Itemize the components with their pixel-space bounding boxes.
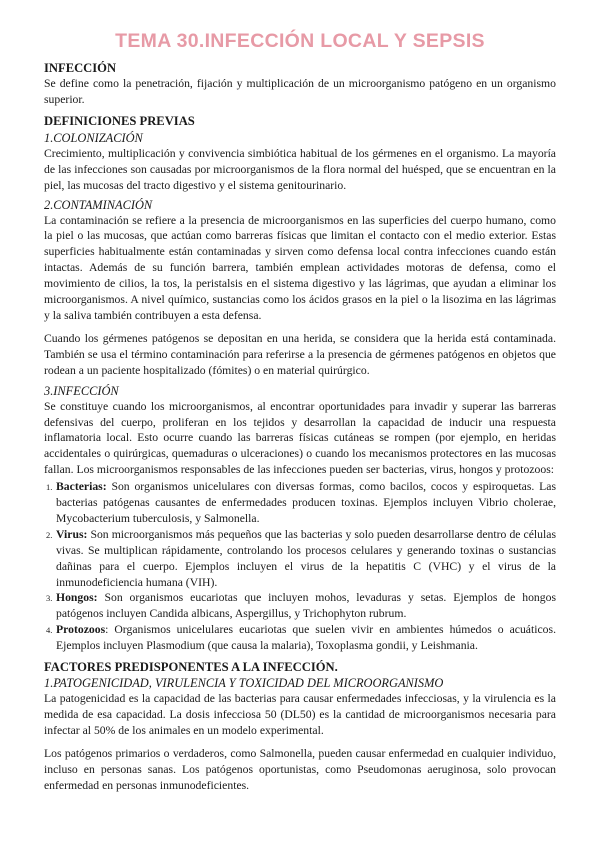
page-title: TEMA 30.INFECCIÓN LOCAL Y SEPSIS: [115, 30, 485, 52]
section-infeccion: [44, 60, 556, 108]
list-item-number: 1.: [46, 482, 53, 493]
paragraph-patogenicidad-1: La patogenicidad es la capacidad de las bacterias para causar enfermedades infecciosas, y la virulencia es la medida de esa capacidad. La dosis infecciosa 50 (DL50) es la cantidad de microorganismos necesaria para infectar al 50% de los animales en un modelo experimental.: [44, 692, 556, 737]
section-heading-factores: FACTORES PREDISPONENTES A LA INFECCIÓN.: [44, 660, 338, 675]
section-heading-infeccion: INFECCIÓN: [44, 61, 117, 75]
list-item: [44, 527, 556, 591]
list-item: [44, 622, 556, 654]
list-item-term: Hongos:: [56, 591, 98, 605]
paragraph-infeccion-definition: Se define como la penetración, fijación y multiplicación de un microorganismo patógeno en un organismo superior.: [44, 77, 556, 106]
paragraph-contaminacion-2: Cuando los gérmenes patógenos se depositan en una herida, se considera que la herida está contaminada. También se usa el término contaminación para referirse a la presencia de gérmenes patógenos en objetos que rodean a un paciente hospitalizado (fómites) o en material quirúrgico.: [44, 331, 556, 377]
section-definiciones: [44, 113, 556, 654]
list-item: [44, 590, 556, 622]
list-item-text: : Organismos unicelulares eucariotas que suelen vivir en ambientes húmedos o acuáticos. Ejemplos incluyen Plasmodium (que causa la malaria), Toxoplasma gondii, y Leishmania.: [56, 623, 556, 653]
list-item-text: Son organismos eucariotas que incluyen mohos, levaduras y setas. Ejemplos de hongos patógenos incluyen Candida albicans, Aspergillus, y Trichophyton rubrum.: [56, 591, 556, 621]
list-item-text: Son organismos unicelulares con diversas formas, como bacilos, cocos y espiroquetas. Las bacterias patógenas causantes de enfermedades producen toxinas. Ejemplos incluyen Vibrio cholerae, Mycobacterium tuberculosis, y Salmonella.: [56, 480, 556, 525]
subheading-patogenicidad: 1.PATOGENICIDAD, VIRULENCIA Y TOXICIDAD DEL MICROORGANISMO: [44, 676, 444, 691]
section-factores: [44, 659, 556, 793]
paragraph-infeccion: Se constituye cuando los microorganismos, al encontrar oportunidades para invadir y superar las barreras defensivas del cuerpo, proliferan en los tejidos y desarrollan la capacidad de inducir una respuesta inflamatoria local. Esto ocurre cuando las barreras físicas cutáneas se rompen (por ejemplo, en heridas accidentales o quirúrgicas, quemaduras o ulceraciones) o cuando los mecanismos protectores en las mucosas fallan. Los microorganismos responsables de las infecciones pueden ser bacterias, virus, hongos y protozoos:: [44, 399, 556, 477]
list-item-text: Son microorganismos más pequeños que las bacterias y solo pueden desarrollarse dentro de células vivas. Se multiplican rápidamente, controlando los procesos celulares y generando toxinas o sustancias dañinas para el cuerpo. Ejemplos incluyen el virus de la hepatitis C (VHC) y el virus de la inmunodeficiencia humana (VIH).: [56, 527, 556, 589]
section-heading-definiciones: DEFINICIONES PREVIAS: [44, 113, 195, 128]
list-item-number: 3.: [46, 593, 53, 604]
list-item-term: Protozoos: [56, 623, 106, 637]
subheading-contaminacion: 2.CONTAMINACIÓN: [44, 197, 153, 212]
list-item-number: 4.: [46, 625, 53, 636]
list-item-term: Virus:: [56, 527, 88, 541]
microorganism-list: [44, 479, 556, 654]
paragraph-colonizacion: Crecimiento, multiplicación y convivencia simbiótica habitual de los gérmenes en el organismo. La mayoría de las infecciones son causadas por microorganismos de la flora normal del huésped, que se encuentran en la piel, las mucosas del tracto digestivo y el sistema genitourinario.: [44, 146, 556, 192]
subheading-colonizacion: 1.COLONIZACIÓN: [44, 130, 143, 145]
paragraph-contaminacion-1: La contaminación se refiere a la presencia de microorganismos en las superficies del cuerpo humano, como la piel o las mucosas, que actúan como barreras físicas que limitan el contacto con el medio exterior. Estas superficies habitualmente están contaminadas y sirven como defensa local contra infecciones cuando están intactas. Además de su función barrera, también emplean actividades motoras de defensa, como el movimiento de cilios, la tos, la peristalsis en el sistema digestivo y las lágrimas, que ayudan a eliminar los microorganismos. A nivel químico, sustancias como los ácidos grasos en la piel o la lisozima en las lágrimas y la saliva también contribuyen a esta defensa.: [44, 213, 556, 322]
paragraph-patogenicidad-2: Los patógenos primarios o verdaderos, como Salmonella, pueden causar enfermedad en cualquier individuo, incluso en personas sanas. Los patógenos oportunistas, como Pseudomonas aeruginosa, solo provocan enfermedad en personas inmunodeficientes.: [44, 746, 556, 792]
subheading-infeccion: 3.INFECCIÓN: [44, 383, 119, 398]
list-item: [44, 479, 556, 527]
list-item-term: Bacterias:: [56, 480, 107, 494]
list-item-number: 2.: [46, 529, 53, 540]
